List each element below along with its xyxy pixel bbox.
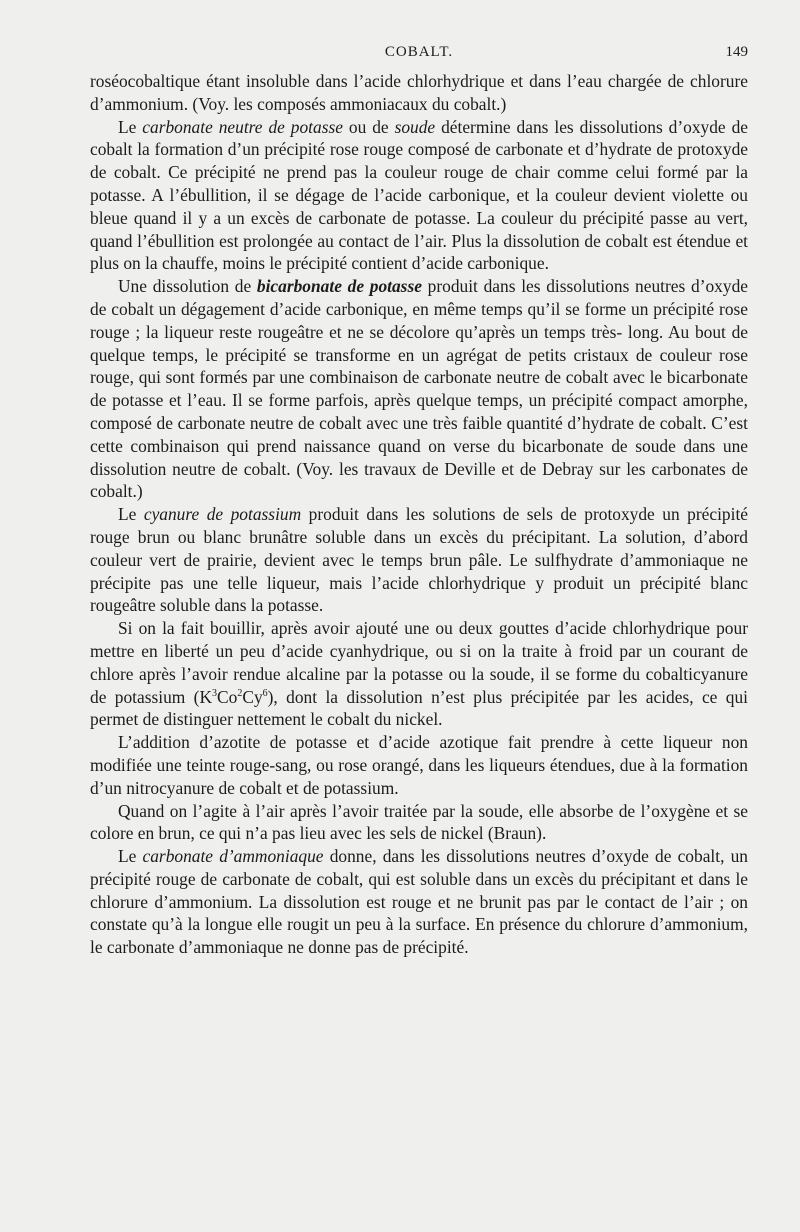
italic-term: carbonate neutre de potasse [142,116,343,137]
body-text [90,70,748,959]
text-run: Quand on l’agite à l’air après l’avoir traitée par la soude, elle absorbe de l’oxygène et se colore en brun, ce qui n’a pas lieu avec les sels de nickel (Braun). [90,800,748,844]
text-run: Co [217,686,238,707]
paragraph [90,800,748,846]
text-run: roséocobaltique étant insoluble dans l’acide chlorhydrique et dans l’eau chargée de chlorure d’ammonium. (Voy. les composés ammoniacaux du cobalt.) [90,71,748,114]
italic-term: carbonate d’ammoniaque [142,846,324,867]
text-run: ou de [342,116,395,137]
text-run: Le [118,504,144,525]
text-run: donne, dans les dissolutions neutres d’oxyde de cobalt, un précipité rouge de carbonate de cobalt, qui est soluble dans un excès du précipitant et dans le chlorure d’ammonium. La dissolution est rouge et ne brunit pas par le contact de l’air ; on constate qu’à la longue elle rougit un peu à la surface. En présence du chlorure d’ammonium, le carbonate d’ammoniaque ne donne pas de précipité. [90,846,748,958]
paragraph [90,845,748,959]
running-title: COBALT. [384,44,454,60]
italic-term: cyanure de potassium [143,504,302,525]
bold-italic-term: bicarbonate de potasse [256,276,422,297]
text-run: ), dont la dissolution n’est plus précipitée par les acides, ce qui permet de distinguer nettement le cobalt du nickel. [90,686,748,730]
paragraph [90,116,748,276]
text-run: Une dissolution de [118,276,257,297]
paragraph [90,70,748,116]
superscript: 2 [237,687,243,699]
text-run: Si on la fait bouillir, après avoir ajouté une ou deux gouttes d’acide chlorhydrique pour mettre en liberté un peu d’acide cyanhydrique, ou si on la traite à froid par un courant de chlore après l’avoir rendue alcaline par la potasse ou la soude, il se forme du cobalticyanure de potassium (K [90,618,748,707]
text-run: Le [118,846,143,867]
italic-term: soude [394,116,436,137]
superscript: 6 [262,687,268,699]
page-header [90,44,748,68]
paragraph [90,503,748,617]
page-number: 149 [725,44,748,60]
paragraph [90,275,748,503]
text-run: Cy [242,686,263,707]
text-run: L’addition d’azotite de potasse et d’acide azotique fait prendre à cette liqueur non modifiée une teinte rouge-sang, ou rose orangé, dans les liqueurs étendues, due à la formation d’un nitrocyanure de cobalt et de potassium. [90,732,748,798]
text-run: produit dans les dissolutions neutres d’oxyde de cobalt un dégagement d’acide carbonique, en même temps qu’il se forme un précipité rose rouge ; la liqueur reste rougeâtre et ne se décolore qu’après un temps très- long. Au bout de quelque temps, le précipité se transforme en un agrégat de petits cristaux de couleur rose rouge, qui sont formés par une combinaison de carbonate neutre de cobalt avec le bicarbonate de potasse et l’eau. Il se forme parfois, après quelque temps, un précipité compact amorphe, composé de carbonate neutre de cobalt avec une très faible quantité d’hydrate de cobalt. C’est cette combinaison qui prend naissance quand on verse du bicarbonate de soude dans une dissolution neutre de cobalt. (Voy. les travaux de Deville et de Debray sur les carbonates de cobalt.) [90,276,748,502]
paragraph [90,617,748,731]
text-run: Le [118,116,143,137]
text-run: détermine dans les dissolutions d’oxyde de cobalt la formation d’un précipité rose rouge composé de carbonate et d’hydrate de protoxyde de cobalt. Ce précipité ne prend pas la couleur rouge de chair comme celui formé par la potasse. A l’ébullition, il se dégage de l’acide carbonique, et la couleur devient violette ou bleue quand il y a un excès de carbonate de potasse. La couleur du précipité passe au vert, quand l’ébullition est prolongée au contact de l’air. Plus la dissolution de cobalt est étendue et plus on la chauffe, moins le précipité contient d’acide carbonique. [90,116,748,274]
superscript: 3 [212,687,218,699]
paragraph [90,731,748,799]
text-run: produit dans les solutions de sels de protoxyde un précipité rouge brun ou blanc brunâtre soluble dans un excès du précipitant. La solution, d’abord couleur vert de prairie, devient avec le temps brun pâle. Le sulfhydrate d’ammoniaque ne précipite pas une telle liqueur, mais l’acide chlorhydrique y produit un précipité blanc rougeâtre soluble dans la potasse. [90,504,748,616]
